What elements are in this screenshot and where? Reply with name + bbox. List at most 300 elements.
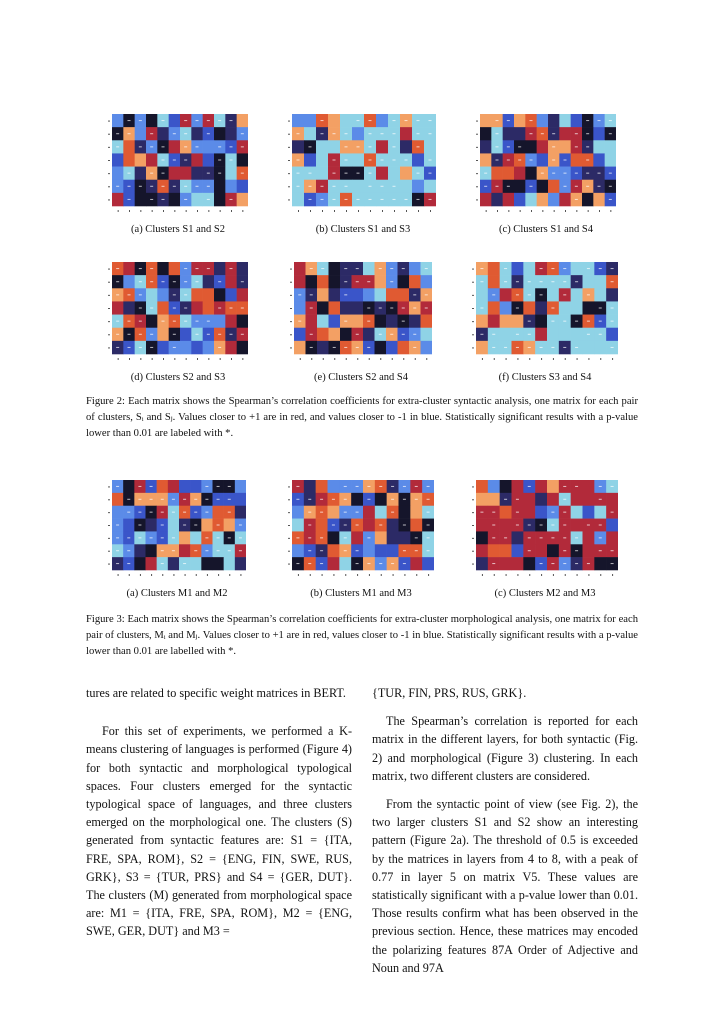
- heatmap-cell: [157, 262, 169, 275]
- heatmap-cell: [375, 544, 387, 557]
- heatmap-cell: [571, 262, 583, 275]
- heatmap-cell: [317, 341, 329, 354]
- figure2-caption: Figure 2: Each matrix shows the Spearman’s correlation coefficients for extra-cluster syntactic analysis, one matrix for each pair of clusters, Sᵢ and Sⱼ. Values closer to +1 are in red, and values closer to -1 in blue. Statistically significant results with a p-value lower than 0.01 are labeled with *.: [86, 396, 638, 439]
- heatmap-cell: [112, 506, 123, 519]
- heatmap-cell: [225, 341, 237, 354]
- heatmap-cell: [559, 193, 571, 206]
- heatmap-cell: [400, 127, 412, 140]
- heatmap-cell: [237, 262, 248, 275]
- heatmap-cell: [191, 288, 203, 301]
- heatmap-cell: [179, 531, 190, 544]
- heatmap-cell: [376, 140, 388, 153]
- heatmap-cell: [179, 480, 190, 493]
- heatmap-cell: [191, 153, 203, 166]
- heatmap-cell: [214, 193, 226, 206]
- heatmap-cell: [294, 275, 306, 288]
- heatmap-cell: [146, 544, 157, 557]
- heatmap-cell: [352, 153, 364, 166]
- left-paragraph-2: For this set of experiments, we performed a K-means clustering of languages is performed (Figure 4) for both syntactic and morphological typological spaces. Four clusters emerged for the syntactic typological space of languages, and three clusters emerged on the morphological one. The clusters (S) generated from syntactic features are: S1 = {ITA, FRE, SPA, ROM}, S2 = {ENG, FIN, SWE, RUS, GRK}, S3 = {TUR, PRS} and S4 = {GER, DUT}. The clusters (M) generated from morphological space are: M1 = {ITA, FRE, SPA, ROM}, M2 = {ENG, SWE, GER, DUT} and M3 =: [86, 724, 352, 939]
- heatmap-cell: [191, 127, 203, 140]
- heatmap-cell: [157, 288, 169, 301]
- heatmap-cell: [169, 193, 181, 206]
- heatmap-cell: [399, 531, 411, 544]
- right-paragraph-0: {TUR, FIN, PRS, RUS, GRK}.: [372, 686, 527, 700]
- heatmap-cell: [500, 557, 512, 570]
- heatmap-m2-m3: [472, 480, 618, 580]
- heatmap-cell: [594, 557, 606, 570]
- heatmap-cell: [203, 341, 215, 354]
- heatmap-cell: [399, 506, 411, 519]
- heatmap-cell: [421, 328, 433, 341]
- heatmap-cell: [535, 328, 547, 341]
- heatmap-cell: [135, 193, 147, 206]
- heatmap-cell: [476, 557, 488, 570]
- heatmap-cell: [488, 544, 500, 557]
- heatmap-cell: [537, 140, 549, 153]
- heatmap-cell: [605, 140, 616, 153]
- heatmap-cell: [225, 315, 237, 328]
- heatmap-cell: [157, 328, 169, 341]
- heatmap-cell: [328, 140, 340, 153]
- heatmap-cell: [168, 480, 179, 493]
- heatmap-cell: [203, 301, 215, 314]
- heatmap-cell: [500, 519, 512, 532]
- heatmap-cell: [571, 301, 583, 314]
- heatmap-cell: [606, 328, 618, 341]
- heatmap-cell: [352, 301, 364, 314]
- heatmap-cell: [548, 114, 560, 127]
- heatmap-cell: [535, 315, 547, 328]
- heatmap-cell: [398, 275, 410, 288]
- heatmap-cell: [146, 114, 158, 127]
- heatmap-cell: [214, 127, 226, 140]
- heatmap-cell: [593, 140, 605, 153]
- heatmap-cell: [488, 275, 500, 288]
- heatmap-cell: [421, 315, 433, 328]
- heatmap-cell: [235, 557, 246, 570]
- heatmap-cell: [476, 493, 488, 506]
- heatmap-cell: [476, 315, 488, 328]
- heatmap-cell: [328, 114, 340, 127]
- heatmap-cell: [583, 506, 595, 519]
- heatmap-cell: [409, 315, 421, 328]
- heatmap-cell: [112, 301, 124, 314]
- heatmap-cell: [376, 114, 388, 127]
- heatmap-cell: [328, 531, 340, 544]
- subcaption-3b: (b) Clusters M1 and M3: [310, 588, 412, 599]
- right-paragraph-1: The Spearman’s correlation is reported for each matrix in the different layers, for both syntactic (Fig. 2) and morphological (Figure 3) clustering. In each matrix, two different clusters are considered.: [372, 714, 638, 783]
- heatmap-cell: [525, 140, 537, 153]
- heatmap-cell: [316, 480, 328, 493]
- heatmap-cell: [328, 544, 340, 557]
- heatmap-s1-s3: [288, 114, 436, 216]
- heatmap-cell: [328, 480, 340, 493]
- heatmap-s2-s3: [108, 262, 248, 364]
- heatmap-cell: [594, 341, 606, 354]
- heatmap-cell: [571, 153, 583, 166]
- heatmap-cell: [412, 180, 424, 193]
- heatmap-cell: [535, 544, 547, 557]
- heatmap-cell: [412, 153, 424, 166]
- heatmap-cell: [180, 328, 192, 341]
- heatmap-cell: [304, 153, 316, 166]
- heatmap-cell: [352, 315, 364, 328]
- heatmap-cell: [339, 557, 351, 570]
- heatmap-cell: [512, 557, 524, 570]
- heatmap-cell: [409, 275, 421, 288]
- heatmap-cell: [400, 140, 412, 153]
- heatmap-cell: [292, 140, 304, 153]
- heatmap-cell: [500, 288, 512, 301]
- heatmap-cell: [571, 288, 583, 301]
- heatmap-cell: [237, 193, 248, 206]
- heatmap-cell: [398, 288, 410, 301]
- heatmap-cell: [363, 288, 375, 301]
- heatmap-cell: [537, 180, 549, 193]
- heatmap-cell: [213, 506, 224, 519]
- heatmap-cell: [112, 493, 123, 506]
- heatmap-cell: [571, 328, 583, 341]
- heatmap-cell: [571, 506, 583, 519]
- heatmap-cell: [340, 328, 352, 341]
- heatmap-cell: [386, 341, 398, 354]
- heatmap-cell: [548, 180, 560, 193]
- subcaption-2c: (c) Clusters S1 and S4: [499, 224, 593, 235]
- heatmap-cell: [190, 557, 201, 570]
- heatmap-cell: [500, 480, 512, 493]
- figure3-caption: Figure 3: Each matrix shows the Spearman’s correlation coefficients for extra-cluster morphological analysis, one matrix for each pair of clusters, Mᵢ and Mⱼ. Values closer to +1 are in red, values closer to -1 in blue. Statistically significant results with a p-value lower than 0.01 are labelled with *.: [86, 614, 638, 657]
- heatmap-cell: [512, 531, 524, 544]
- heatmap-cell: [329, 315, 341, 328]
- heatmap-cell: [157, 301, 169, 314]
- heatmap-cell: [352, 180, 364, 193]
- heatmap-cell: [201, 557, 212, 570]
- heatmap-cell: [294, 262, 306, 275]
- heatmap-cell: [503, 167, 515, 180]
- heatmap-cell: [375, 493, 387, 506]
- heatmap-cell: [237, 288, 248, 301]
- heatmap-cell: [123, 480, 134, 493]
- heatmap-cell: [547, 544, 559, 557]
- heatmap-cell: [375, 341, 387, 354]
- heatmap-cell: [523, 493, 535, 506]
- heatmap-cell: [235, 480, 246, 493]
- heatmap-cell: [214, 288, 226, 301]
- heatmap-cell: [237, 315, 248, 328]
- heatmap-cell: [340, 114, 352, 127]
- heatmap-cell: [582, 193, 594, 206]
- heatmap-cell: [328, 557, 340, 570]
- heatmap-cell: [169, 140, 181, 153]
- heatmap-cell: [421, 341, 433, 354]
- heatmap-s2-s4: [290, 262, 432, 364]
- heatmap-cell: [424, 140, 436, 153]
- heatmap-cell: [476, 519, 488, 532]
- heatmap-cell: [235, 493, 246, 506]
- heatmap-cell: [512, 262, 524, 275]
- heatmap-cell: [594, 506, 606, 519]
- heatmap-cell: [123, 140, 135, 153]
- heatmap-cell: [387, 544, 399, 557]
- heatmap-cell: [292, 519, 304, 532]
- heatmap-cell: [329, 275, 341, 288]
- heatmap-cell: [123, 301, 135, 314]
- heatmap-cell: [316, 167, 328, 180]
- heatmap-cell: [400, 180, 412, 193]
- heatmap-cell: [112, 193, 124, 206]
- heatmap-cell: [237, 180, 248, 193]
- heatmap-cell: [123, 275, 135, 288]
- heatmap-cell: [304, 480, 316, 493]
- heatmap-cell: [514, 193, 526, 206]
- heatmap-cell: [410, 519, 422, 532]
- heatmap-cell: [400, 167, 412, 180]
- heatmap-cell: [594, 288, 606, 301]
- heatmap-cell: [203, 153, 215, 166]
- heatmap-cell: [180, 341, 192, 354]
- heatmap-cell: [421, 275, 433, 288]
- heatmap-cell: [583, 493, 595, 506]
- heatmap-cell: [512, 480, 524, 493]
- heatmap-cell: [525, 193, 537, 206]
- heatmap-cell: [225, 167, 237, 180]
- heatmap-cell: [329, 262, 341, 275]
- heatmap-cell: [606, 531, 618, 544]
- heatmap-m1-m2: [108, 480, 246, 580]
- heatmap-cell: [535, 493, 547, 506]
- heatmap-cell: [593, 153, 605, 166]
- heatmap-cell: [398, 341, 410, 354]
- heatmap-cell: [363, 544, 375, 557]
- heatmap-cell: [593, 127, 605, 140]
- heatmap-cell: [237, 153, 248, 166]
- heatmap-cell: [123, 519, 134, 532]
- heatmap-cell: [559, 328, 571, 341]
- heatmap-cell: [559, 127, 571, 140]
- heatmap-cell: [559, 140, 571, 153]
- subcaption-3a: (a) Clusters M1 and M2: [126, 588, 228, 599]
- heatmap-cell: [157, 480, 168, 493]
- heatmap-cell: [292, 544, 304, 557]
- heatmap-cell: [363, 519, 375, 532]
- heatmap-cell: [225, 288, 237, 301]
- heatmap-cell: [135, 127, 147, 140]
- heatmap-cell: [225, 127, 237, 140]
- heatmap-cell: [213, 557, 224, 570]
- subcaption-2d: (d) Clusters S2 and S3: [130, 372, 226, 383]
- heatmap-cell: [375, 288, 387, 301]
- heatmap-cell: [476, 288, 488, 301]
- left-paragraph-1: tures are related to specific weight matrices in BERT.: [86, 686, 346, 700]
- heatmap-cell: [537, 153, 549, 166]
- heatmap-cell: [583, 341, 595, 354]
- heatmap-cell: [535, 506, 547, 519]
- heatmap-cell: [488, 480, 500, 493]
- heatmap-cell: [292, 114, 304, 127]
- heatmap-cell: [304, 114, 316, 127]
- heatmap-cell: [191, 301, 203, 314]
- heatmap-cell: [512, 315, 524, 328]
- heatmap-cell: [201, 519, 212, 532]
- heatmap-s1-s4: [476, 114, 616, 216]
- heatmap-cell: [525, 167, 537, 180]
- subcaption-2e: (e) Clusters S2 and S4: [314, 372, 408, 383]
- heatmap-cell: [224, 519, 235, 532]
- heatmap-s1-s2: [108, 114, 248, 216]
- heatmap-cell: [225, 275, 237, 288]
- heatmap-cell: [292, 506, 304, 519]
- heatmap-cell: [329, 328, 341, 341]
- heatmap-cell: [514, 114, 526, 127]
- heatmap-cell: [571, 519, 583, 532]
- heatmap-cell: [488, 301, 500, 314]
- heatmap-cell: [203, 275, 215, 288]
- heatmap-cell: [329, 288, 341, 301]
- heatmap-cell: [316, 519, 328, 532]
- heatmap-cell: [606, 519, 618, 532]
- heatmap-cell: [500, 315, 512, 328]
- heatmap-cell: [214, 262, 226, 275]
- heatmap-cell: [480, 114, 492, 127]
- heatmap-cell: [386, 315, 398, 328]
- heatmap-cell: [476, 544, 488, 557]
- heatmap-cell: [476, 480, 488, 493]
- heatmap-cell: [537, 193, 549, 206]
- heatmap-cell: [169, 167, 181, 180]
- heatmap-cell: [316, 153, 328, 166]
- heatmap-cell: [488, 262, 500, 275]
- heatmap-cell: [500, 328, 512, 341]
- heatmap-cell: [547, 328, 559, 341]
- heatmap-cell: [112, 153, 124, 166]
- heatmap-cell: [224, 557, 235, 570]
- heatmap-cell: [203, 288, 215, 301]
- heatmap-cell: [168, 519, 179, 532]
- left-column: [86, 684, 352, 941]
- heatmap-s3-s4: [472, 262, 618, 364]
- heatmap-cell: [180, 167, 192, 180]
- heatmap-cell: [422, 557, 434, 570]
- heatmap-cell: [606, 493, 618, 506]
- heatmap-cell: [410, 557, 422, 570]
- heatmap-cell: [583, 275, 595, 288]
- heatmap-cell: [134, 544, 145, 557]
- heatmap-cell: [146, 315, 158, 328]
- heatmap-cell: [363, 262, 375, 275]
- heatmap-cell: [547, 480, 559, 493]
- heatmap-cell: [363, 506, 375, 519]
- subcaption-2a: (a) Clusters S1 and S2: [131, 224, 225, 235]
- heatmap-cell: [514, 180, 526, 193]
- heatmap-cell: [225, 180, 237, 193]
- heatmap-cell: [190, 531, 201, 544]
- heatmap-cell: [387, 531, 399, 544]
- heatmap-cell: [375, 315, 387, 328]
- heatmap-cell: [135, 153, 147, 166]
- heatmap-cell: [480, 140, 492, 153]
- heatmap-cell: [523, 506, 535, 519]
- heatmap-cell: [476, 531, 488, 544]
- heatmap-cell: [503, 193, 515, 206]
- heatmap-cell: [480, 153, 492, 166]
- heatmap-cell: [388, 167, 400, 180]
- heatmap-cell: [500, 506, 512, 519]
- heatmap-cell: [317, 288, 329, 301]
- heatmap-cell: [605, 153, 616, 166]
- heatmap-cell: [514, 127, 526, 140]
- heatmap-cell: [237, 114, 248, 127]
- heatmap-cell: [340, 301, 352, 314]
- heatmap-cell: [535, 301, 547, 314]
- heatmap-cell: [235, 506, 246, 519]
- heatmap-cell: [571, 493, 583, 506]
- heatmap-cell: [583, 531, 595, 544]
- heatmap-cell: [537, 114, 549, 127]
- heatmap-cell: [351, 493, 363, 506]
- heatmap-cell: [606, 288, 618, 301]
- heatmap-cell: [169, 262, 181, 275]
- heatmap-cell: [168, 557, 179, 570]
- heatmap-cell: [294, 328, 306, 341]
- heatmap-cell: [146, 519, 157, 532]
- subcaption-2b: (b) Clusters S1 and S3: [315, 224, 411, 235]
- heatmap-cell: [386, 288, 398, 301]
- heatmap-cell: [306, 275, 318, 288]
- heatmap-cell: [500, 544, 512, 557]
- heatmap-cell: [169, 114, 181, 127]
- heatmap-cell: [146, 153, 158, 166]
- heatmap-cell: [523, 557, 535, 570]
- heatmap-cell: [480, 127, 492, 140]
- heatmap-cell: [500, 301, 512, 314]
- heatmap-cell: [157, 127, 169, 140]
- heatmap-cell: [123, 262, 135, 275]
- heatmap-cell: [583, 301, 595, 314]
- heatmap-cell: [593, 193, 605, 206]
- heatmap-cell: [214, 180, 226, 193]
- heatmap-cell: [512, 544, 524, 557]
- heatmap-cell: [351, 531, 363, 544]
- heatmap-cell: [375, 275, 387, 288]
- heatmap-cell: [237, 341, 248, 354]
- heatmap-cell: [559, 301, 571, 314]
- heatmap-cell: [304, 127, 316, 140]
- heatmap-m1-m3: [288, 480, 434, 580]
- heatmap-cell: [317, 328, 329, 341]
- subcaption-3c: (c) Clusters M2 and M3: [494, 588, 596, 599]
- heatmap-cell: [488, 493, 500, 506]
- heatmap-cell: [352, 127, 364, 140]
- heatmap-cell: [375, 506, 387, 519]
- heatmap-cell: [179, 544, 190, 557]
- heatmap-cell: [559, 114, 571, 127]
- heatmap-cell: [535, 480, 547, 493]
- heatmap-cell: [146, 557, 157, 570]
- heatmap-cell: [112, 114, 124, 127]
- heatmap-cell: [306, 315, 318, 328]
- heatmap-cell: [191, 167, 203, 180]
- heatmap-cell: [317, 275, 329, 288]
- heatmap-cell: [409, 262, 421, 275]
- heatmap-cell: [476, 341, 488, 354]
- heatmap-cell: [503, 127, 515, 140]
- heatmap-cell: [134, 557, 145, 570]
- heatmap-cell: [292, 193, 304, 206]
- heatmap-cell: [410, 506, 422, 519]
- heatmap-cell: [424, 180, 436, 193]
- right-paragraph-2: From the syntactic point of view (see Fig. 2), the two larger clusters S1 and S2 show an interesting pattern (Figure 2a). The threshold of 0.5 is exceeded by the matrices in layers from 4 to 8, with a peak of 0.77 in layer 5 on matrix V5. These values are statistically significant with a p-value lower than 0.01. Those results confirm what has been observed in the previous section. Hence, these matrices may encoded the polarizing features 87A Order of Adjective and Noun and 97A: [372, 797, 638, 975]
- heatmap-cell: [387, 519, 399, 532]
